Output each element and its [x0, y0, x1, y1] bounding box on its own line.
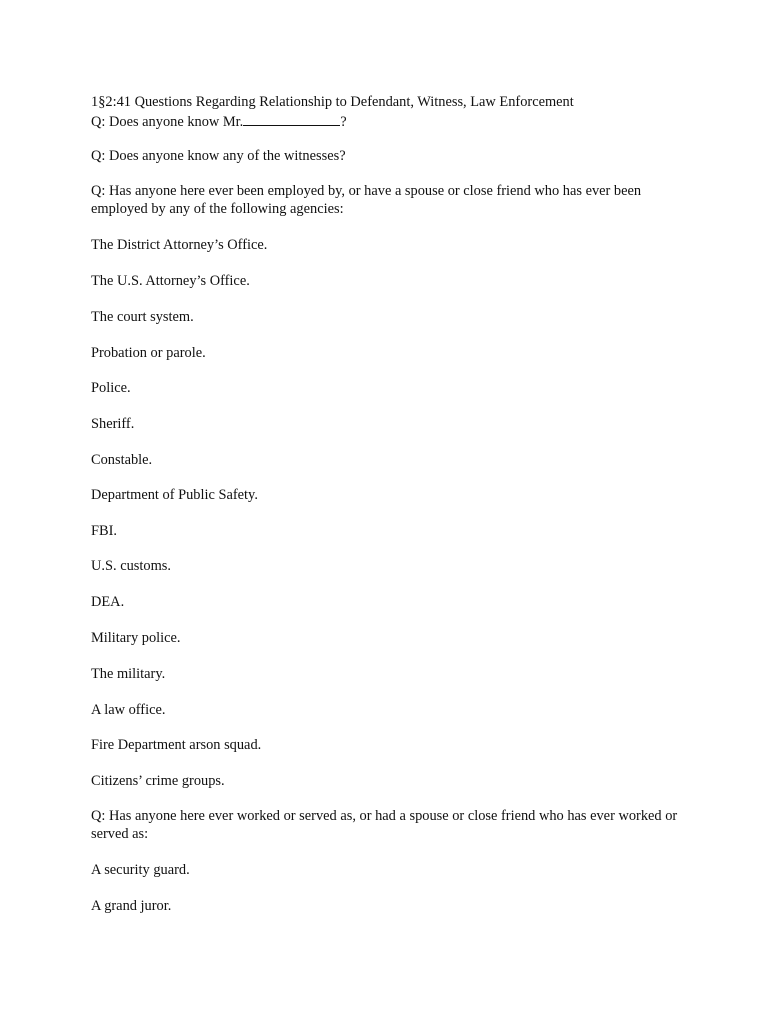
question-witnesses: Q: Does anyone know any of the witnesses? [91, 148, 346, 164]
question-know-mr-text: Q: Does anyone know Mr. [91, 114, 244, 130]
agency-item: Police. [91, 380, 131, 396]
agency-item: Military police. [91, 630, 181, 646]
agency-item: The U.S. Attorney’s Office. [91, 273, 250, 289]
agency-item: Probation or parole. [91, 345, 206, 361]
agency-item: The court system. [91, 309, 194, 325]
question-roles: Q: Has anyone here ever worked or served as, or had a spouse or close friend who has ever worked or served as: [91, 808, 678, 842]
agency-item: U.S. customs. [91, 558, 171, 574]
agency-item: Citizens’ crime groups. [91, 773, 225, 789]
question-know-mr [91, 112, 691, 132]
section-heading: 1§2:41 Questions Regarding Relationship to Defendant, Witness, Law Enforcement [91, 94, 574, 110]
agency-item: DEA. [91, 594, 125, 610]
role-item: A grand juror. [91, 898, 172, 914]
agency-item: FBI. [91, 523, 117, 539]
agency-item: Sheriff. [91, 416, 135, 432]
question-mark: ? [340, 114, 347, 130]
question-agencies: Q: Has anyone here ever been employed by, or have a spouse or close friend who has ever been employed by any of the following agencies: [91, 183, 642, 217]
agency-item: Constable. [91, 452, 153, 468]
agency-item: A law office. [91, 702, 166, 718]
agency-item: The military. [91, 666, 166, 682]
role-item: A security guard. [91, 862, 190, 878]
name-blank [243, 112, 340, 126]
agency-item: Department of Public Safety. [91, 487, 258, 503]
agency-item: The District Attorney’s Office. [91, 237, 268, 253]
agency-item: Fire Department arson squad. [91, 737, 262, 753]
